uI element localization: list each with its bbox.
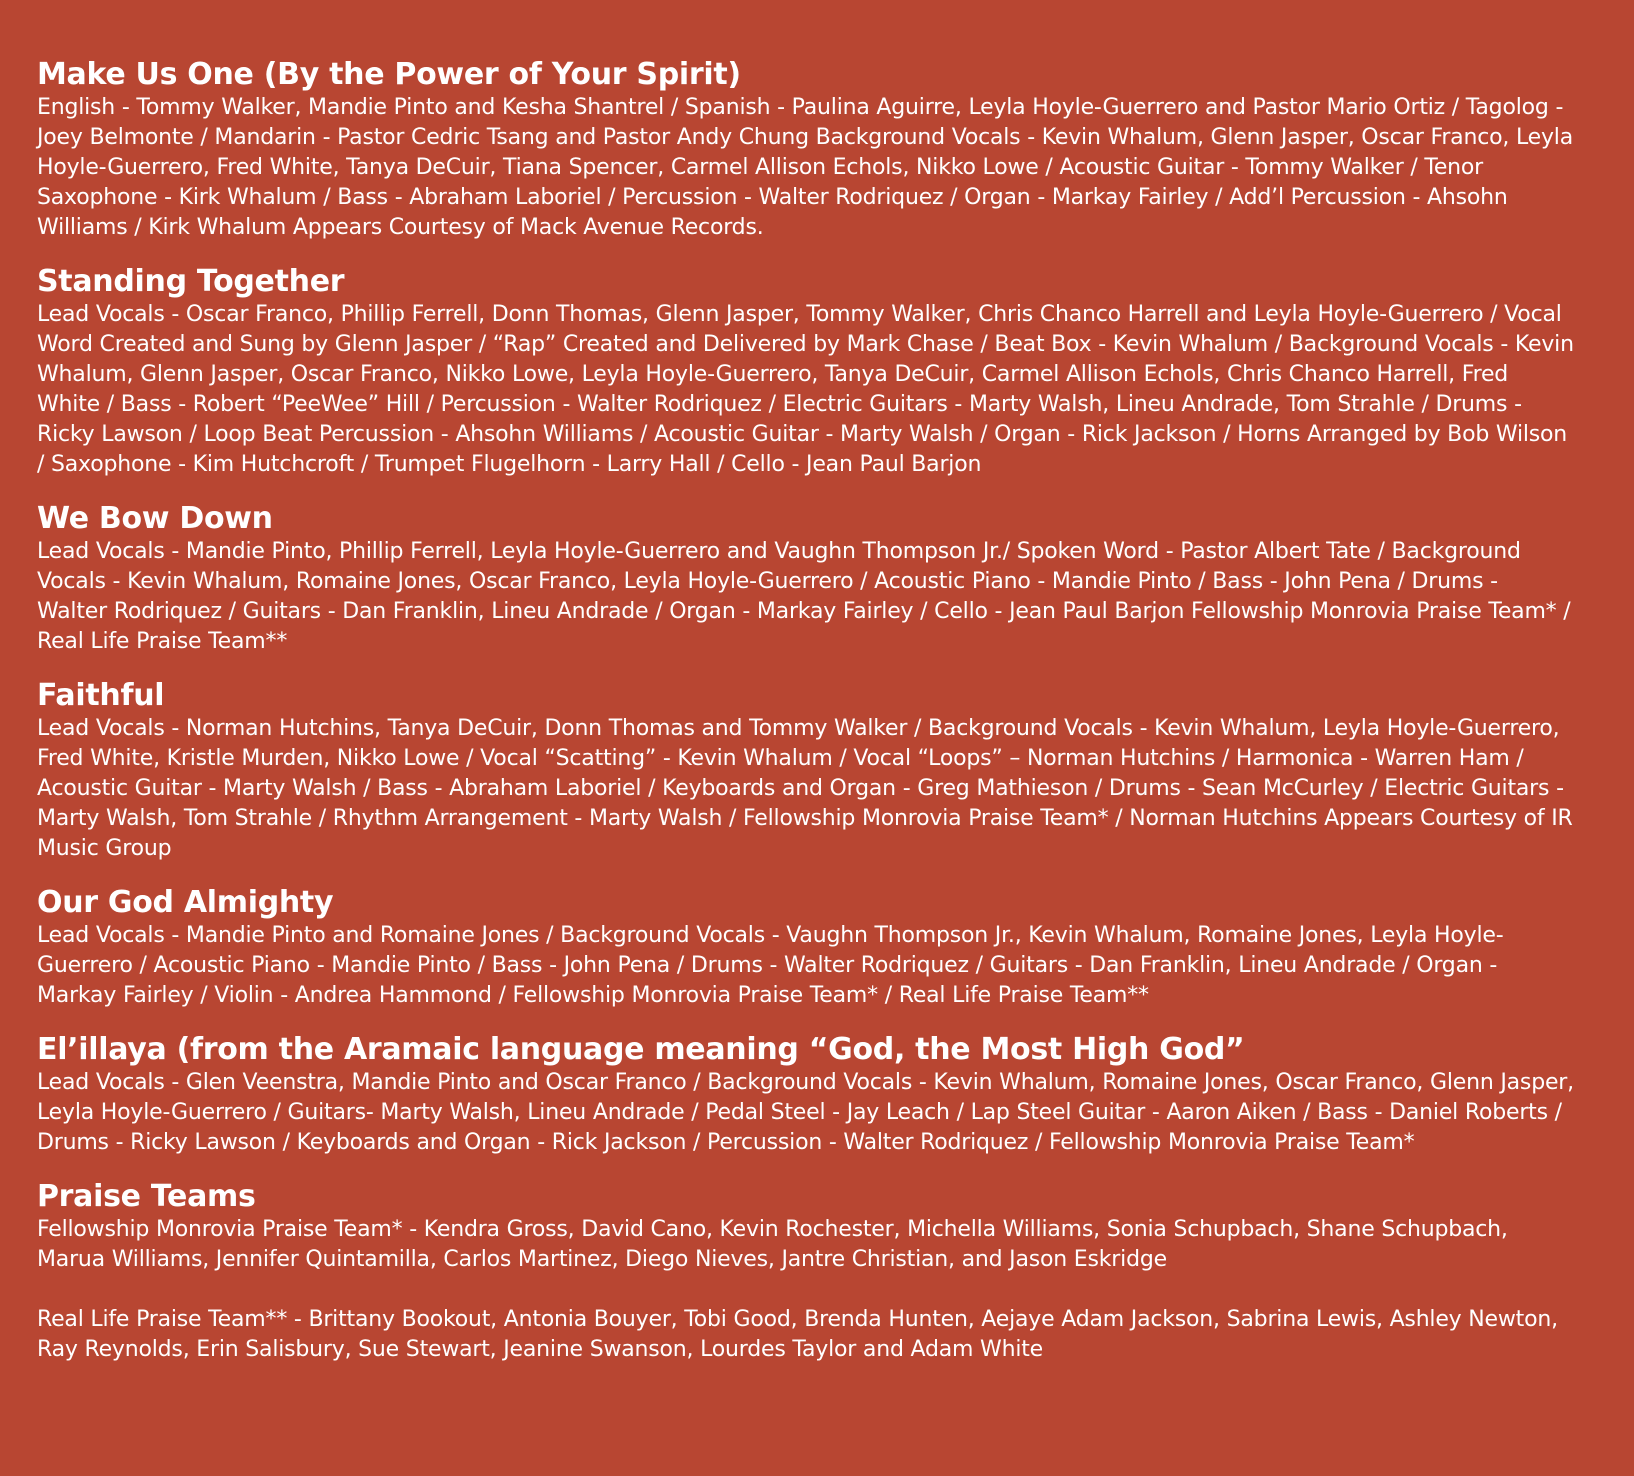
- credit-section-elillaya: [37, 1031, 1574, 1158]
- credit-section-our-god-almighty: [37, 884, 1574, 1011]
- song-title: El’illaya (from the Aramaic language meaning “God, the Most High God”: [37, 1032, 1245, 1067]
- song-title: Standing Together: [37, 264, 345, 299]
- credit-text: Lead Vocals - Mandie Pinto and Romaine Jones / Background Vocals - Vaughn Thompson Jr., Kevin Whalum, Romaine Jones, Leyla Hoyle- Guerrero / Acoustic Piano - Mandie Pinto / Bass - John Pena / Drums - Walter Rodriquez / Guitars - Dan Franklin, Lineu Andrade / Organ - Markay Fairley / Violin - Andrea Hammond / Fellowship Monrovia Praise Team* / Real Life Praise Team**: [37, 923, 1504, 1008]
- song-title: We Bow Down: [37, 501, 273, 536]
- section-title: Praise Teams: [37, 1179, 256, 1214]
- credit-section-we-bow-down: [37, 500, 1574, 657]
- song-title: Faithful: [37, 678, 165, 713]
- credit-section-standing-together: [37, 263, 1574, 480]
- credit-text: Lead Vocals - Norman Hutchins, Tanya DeCuir, Donn Thomas and Tommy Walker / Background Vocals - Kevin Whalum, Leyla Hoyle-Guerrero, Fred White, Kristle Murden, Nikko Lowe / Vocal “Scatting” - Kevin Whalum / Vocal “Loops” – Norman Hutchins / Harmonica - Warren Ham / Acoustic Guitar - Marty Walsh / Bass - Abraham Laboriel / Keyboards and Organ - Greg Mathieson / Drums - Sean McCurley / Electric Guitars - Marty Walsh, Tom Strahle / Rhythm Arrangement - Marty Walsh / Fellowship Monrovia Praise Team* / Norman Hutchins Appears Courtesy of IR Music Group: [37, 716, 1573, 861]
- team-roster-fellowship-monrovia: Fellowship Monrovia Praise Team* - Kendra Gross, David Cano, Kevin Rochester, Michella Williams, Sonia Schupbach, Shane Schupbach, Marua Williams, Jennifer Quintamilla, Carlos Martinez, Diego Nieves, Jantre Christian, and Jason Eskridge: [37, 1217, 1508, 1272]
- song-title: Make Us One (By the Power of Your Spirit): [37, 57, 741, 92]
- credit-text: English - Tommy Walker, Mandie Pinto and Kesha Shantrel / Spanish - Paulina Aguirre, Leyla Hoyle-Guerrero and Pastor Mario Ortiz / Tagolog - Joey Belmonte / Mandarin - Pastor Cedric Tsang and Pastor Andy Chung Background Vocals - Kevin Whalum, Glenn Jasper, Oscar Franco, Leyla Hoyle-Guerrero, Fred White, Tanya DeCuir, Tiana Spencer, Carmel Allison Echols, Nikko Lowe / Acoustic Guitar - Tommy Walker / Tenor Saxophone - Kirk Whalum / Bass - Abraham Laboriel / Percussion - Walter Rodriquez / Organ - Markay Fairley / Add’l Percussion - Ahsohn Williams / Kirk Whalum Appears Courtesy of Mack Avenue Records.: [37, 95, 1573, 240]
- song-title: Our God Almighty: [37, 885, 334, 920]
- credit-text: Lead Vocals - Glen Veenstra, Mandie Pinto and Oscar Franco / Background Vocals - Kevin Whalum, Romaine Jones, Oscar Franco, Glenn Jasper, Leyla Hoyle-Guerrero / Guitars- Marty Walsh, Lineu Andrade / Pedal Steel - Jay Leach / Lap Steel Guitar - Aaron Aiken / Bass - Daniel Roberts / Drums - Ricky Lawson / Keyboards and Organ - Rick Jackson / Percussion - Walter Rodriquez / Fellowship Monrovia Praise Team*: [37, 1070, 1574, 1155]
- credit-section-faithful: [37, 677, 1574, 864]
- credit-text: Lead Vocals - Mandie Pinto, Phillip Ferrell, Leyla Hoyle-Guerrero and Vaughn Thompson Jr./ Spoken Word - Pastor Albert Tate / Background Vocals - Kevin Whalum, Romaine Jones, Oscar Franco, Leyla Hoyle-Guerrero / Acoustic Piano - Mandie Pinto / Bass - John Pena / Drums - Walter Rodriquez / Guitars - Dan Franklin, Lineu Andrade / Organ - Markay Fairley / Cello - Jean Paul Barjon Fellowship Monrovia Praise Team* / Real Life Praise Team**: [37, 539, 1571, 654]
- paragraph-spacer: [37, 1275, 1574, 1305]
- credit-section-praise-teams: [37, 1178, 1574, 1365]
- credit-text: Lead Vocals - Oscar Franco, Phillip Ferrell, Donn Thomas, Glenn Jasper, Tommy Walker, Chris Chanco Harrell and Leyla Hoyle-Guerrero / Vocal Word Created and Sung by Glenn Jasper / “Rap” Created and Delivered by Mark Chase / Beat Box - Kevin Whalum / Background Vocals - Kevin Whalum, Glenn Jasper, Oscar Franco, Nikko Lowe, Leyla Hoyle-Guerrero, Tanya DeCuir, Carmel Allison Echols, Chris Chanco Harrell, Fred White / Bass - Robert “PeeWee” Hill / Percussion - Walter Rodriquez / Electric Guitars - Marty Walsh, Lineu Andrade, Tom Strahle / Drums - Ricky Lawson / Loop Beat Percussion - Ahsohn Williams / Acoustic Guitar - Marty Walsh / Organ - Rick Jackson / Horns Arranged by Bob Wilson / Saxophone - Kim Hutchcroft / Trumpet Flugelhorn - Larry Hall / Cello - Jean Paul Barjon: [37, 302, 1574, 477]
- credit-section-make-us-one: [37, 56, 1574, 243]
- team-roster-real-life: Real Life Praise Team** - Brittany Bookout, Antonia Bouyer, Tobi Good, Brenda Hunten, Aejaye Adam Jackson, Sabrina Lewis, Ashley Newton, Ray Reynolds, Erin Salisbury, Sue Stewart, Jeanine Swanson, Lourdes Taylor and Adam White: [37, 1307, 1558, 1362]
